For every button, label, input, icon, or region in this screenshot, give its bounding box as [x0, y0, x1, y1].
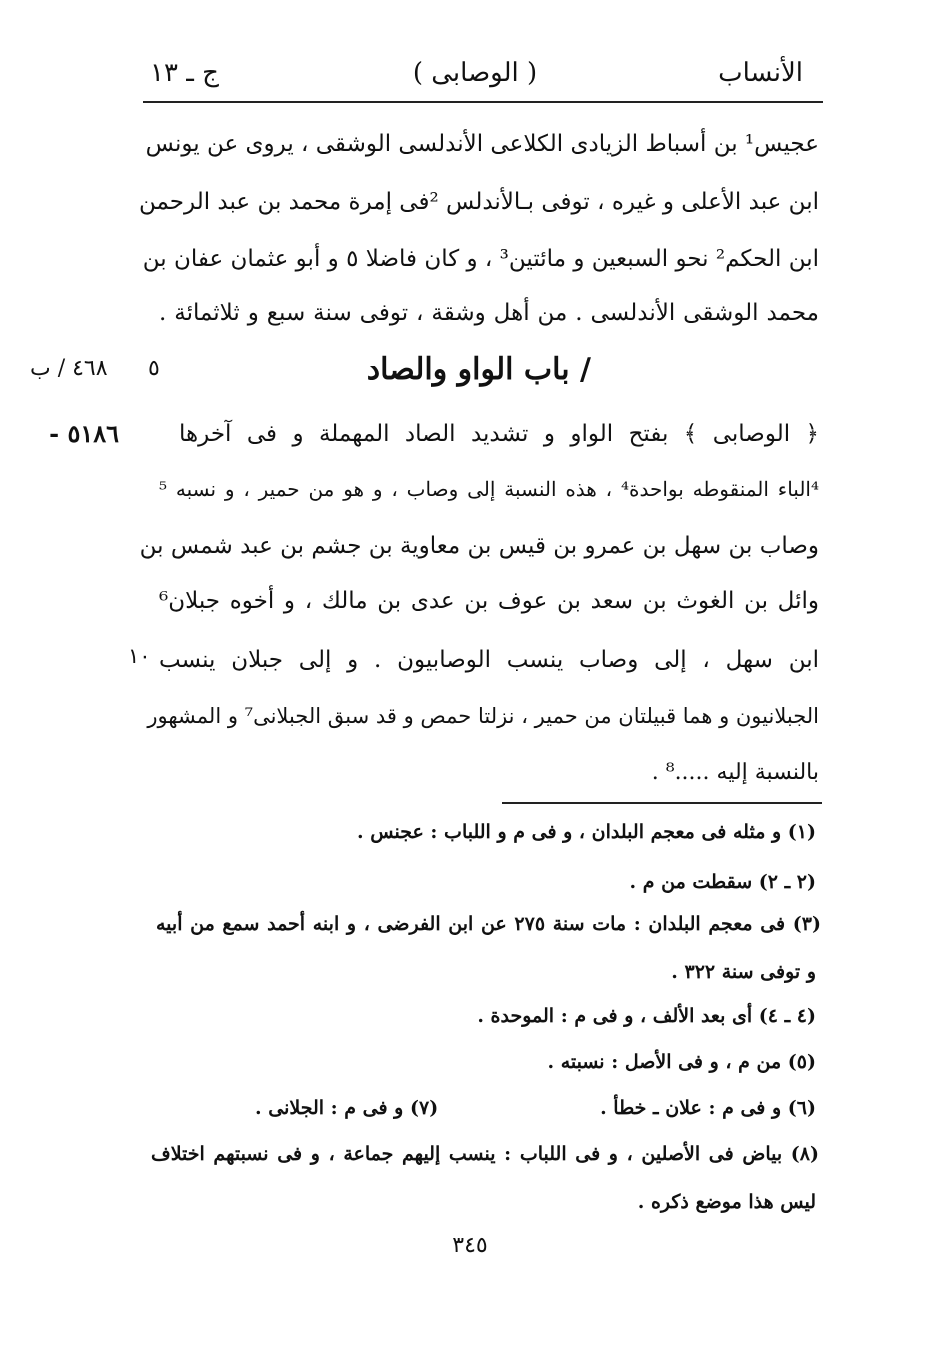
entry-line: بالنسبة إليه .....⁸ .	[651, 760, 819, 785]
entry-line: وائل بن الغوث بن سعد بن عوف بن عدى بن مالك ، و أخوه جبلان⁶	[159, 588, 819, 614]
footnote-rule	[502, 802, 822, 804]
entry-line: الجبلانيون و هما قبيلتان من حمير ، نزلتا حمص و قد سبق الجبلانى⁷ و المشهور	[147, 704, 819, 728]
body-line: عجيس¹ بن أسباط الزيادى الكلاعى الأندلسى الوشقى ، يروى عن يونس	[145, 131, 819, 157]
margin-line-number: ٥	[148, 356, 160, 381]
footnote: (٦) و فى م : علان ـ خطأ .	[600, 1097, 816, 1119]
footnote: (٧) و فى م : الجلانى .	[255, 1097, 439, 1119]
footnote-continuation: ليس هذا موضع ذكره .	[637, 1191, 816, 1213]
body-line: محمد الوشقى الأندلسى . من أهل وشقة ، توفى سنة سبع و ثلاثمائة .	[159, 300, 819, 326]
footnote: (١) و مثله فى معجم البلدان ، و فى م و اللباب : عجنس .	[357, 821, 816, 843]
volume-label: ج ـ ١٣	[150, 58, 219, 88]
footnote: (٥) من م ، و فى الأصل : نسبته .	[547, 1051, 816, 1073]
body-line: ابن الحكم² نحو السبعين و مائتين³ ، و كان فاضلا ٥ و أبو عثمان عفان بن	[142, 246, 819, 272]
entry-line: ⁴الباء المنقوطه بواحدة⁴ ، هذه النسبة إلى وصاب ، و هو من حمير ، و نسبه ⁵	[159, 477, 820, 501]
page-number: ٣٤٥	[452, 1233, 488, 1258]
footnote: (٨) بياض فى الأصلين ، و فى اللباب : ينسب إليهم جماعة ، و فى نسبتهم اختلاف	[151, 1143, 819, 1165]
body-line: ابن عبد الأعلى و غيره ، توفى بـالأندلس ²فى إمرة محمد بن عبد الرحمن	[138, 189, 819, 215]
entry-line: ﴿ الوصابى ﴾ بفتح الواو و تشديد الصاد المهملة و فى آخرها	[179, 421, 819, 447]
footnote: (٤ ـ ٤) أى بعد الألف ، و فى م : الموحدة .	[477, 1005, 816, 1027]
entry-line: وصاب بن سهل بن عمرو بن قيس بن معاوية بن جشم بن عبد شمس بن	[139, 533, 819, 559]
footnote: (٢ ـ ٢) سقطت من م .	[629, 871, 816, 893]
footnote: (٣) فى معجم البلدان : مات سنة ٢٧٥ عن ابن الفرضى ، و ابنه أحمد سمع من أبيه	[156, 913, 822, 935]
running-title: الأنساب	[718, 58, 803, 88]
footnote-continuation: و توفى سنة ٣٢٢ .	[671, 961, 816, 983]
header-rule	[143, 101, 823, 103]
manuscript-folio: ٤٦٨ / ب	[30, 356, 108, 381]
section-heading: / باب الواو والصاد	[366, 352, 591, 387]
entry-number: ٥١٨٦ -	[49, 419, 119, 448]
margin-line-number: ١٠	[128, 644, 151, 668]
entry-title: ( الوصابى )	[412, 58, 538, 88]
entry-line: ابن سهل ، إلى وصاب ينسب الوصابيون . و إلى جبلان ينسب	[159, 647, 819, 673]
